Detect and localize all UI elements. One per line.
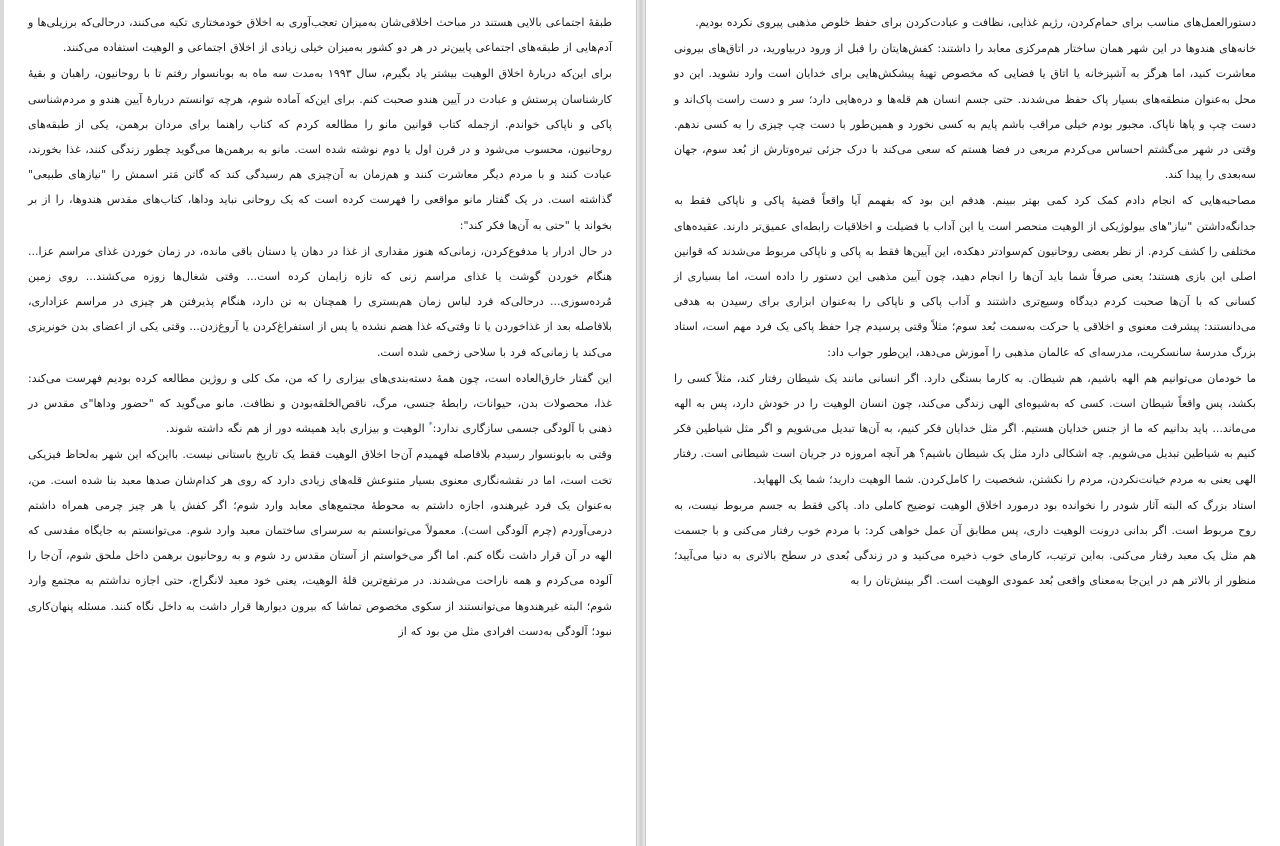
page-right [645, 0, 1280, 846]
right-paragraph-5: استاد بزرگ که البته آثار شودر را نخوانده بود درمورد اخلاق الوهیت توضیح کاملی داد. پاکی فقط به جسم مربوط نیست، به روح مربوط است. اگر بدانی درونت الوهیت داری، پس مطابق آن عمل خواهی کرد: با مردم خوب رفتار می‌کنی و با جسمت هم مثل یک معبد رفتار می‌کنی. به‌این ترتیب، کارمای خوب ذخیره می‌کنید و در زندگی بُعدی در سطح بالاتری به دنیا می‌آیید؛ منظور از بالاتر هم در این‌جا به‌معنای واقعی بُعد عمودی الوهیت است. اگر بینش‌تان را به [674, 498, 1256, 588]
left-paragraph-3: در حال ادرار یا مدفوع‌کردن، زمانی‌که هنوز مقداری از غذا در دهان یا دستان باقی مانده، در زمان خوردن غذای مراسم عزا... هنگام خوردن گوشت یا غذای مراسم زنی که تازه زایمان کرده است... وقتی شغال‌ها زوزه می‌کشند... روی زمین مُرده‌سوزی... درحالی‌که فرد لباس زمان هم‌بستری را همچنان به تن دارد، هنگام پذیرفتن هر چیزی در مراسم عزاداری، بلافاصله بعد از غذاخوردن یا تا وقتی‌که غذا هضم نشده یا پس از استفراغ‌کردن یا آروغ‌زدن... وقتی یکی از اعضای بدن خونریزی می‌کند یا زمانی‌که فرد با سلاحی زخمی شده است. [28, 244, 612, 359]
left-paragraph-1: طبقهٔ اجتماعی بالایی هستند در مباحث اخلاقی‌شان به‌میزان تعجب‌آوری به اخلاق خودمختاری تکیه می‌کنند، درحالی‌که برزیلی‌ها و آدم‌هایی از طبقه‌های اجتماعی پایین‌تر در هر دو کشور به‌میزان خیلی زیادی از اخلاق اجتماعی و الوهیت استفاده می‌کنند. [28, 16, 612, 55]
right-paragraph-3: مصاحبه‌هایی که انجام دادم کمک کرد کمی بهتر ببینم. هدفم این بود که بفهمم آیا واقعاً قضیهٔ پاکی و ناپاکی فقط به جدانگه‌داشتن "نیاز"های بیولوژیکی از الوهیت منحصر است یا این آداب با فضیلت و اخلاقیات رابطه‌ای عمیق‌تر دارند. عقیده‌های مختلفی را کشف کردم. از نظر بعضی روحانیون کم‌سوادتر دهکده، این آیین‌ها فقط به پاکی و ناپاکی مربوط می‌شدند که قوانین اصلی این بازی هستند؛ یعنی صرفاً شما باید آن‌ها را انجام دهید، چون آیین مذهبی این دستور را داده است، اما بسیاری از کسانی که با آن‌ها صحبت کردم دیدگاه وسیع‌تری داشتند و آداب پاکی و ناپاکی را به‌عنوان ابزاری برای رسیدن به هدفی می‌دانستند: پیشرفت معنوی و اخلاقی یا حرکت به‌سمت بُعد سوم؛ مثلاً وقتی پرسیدم چرا حفظ پاکی یک فرد مهم است، استاد بزرگ مدرسهٔ سانسکریت، مدرسه‌ای که عالمان مذهبی را آموزش می‌دهد، این‌طور جواب داد: [674, 194, 1256, 359]
left-paragraph-4-after: الوهیت و بیزاری باید همیشه دور از هم نگه داشته شوند. [165, 422, 429, 436]
left-paragraph-5: وقتی به بابونسوار رسیدم بلافاصله فهمیدم آن‌جا اخلاق الوهیت فقط یک تاریخ باستانی نیست. بااین‌که این شهر به‌لحاظ فیزیکی تخت است، اما در نقشه‌نگاری معنوی بسیار متنوعش قله‌های زیادی دارد که روی هر کدام‌شان صدها معبد بنا شده است. من، به‌عنوان یک فرد غیرهندو، اجازه داشتم به محوطهٔ مجتمع‌های معابد وارد شوم؛ اگر کفش یا هر چیز چرمی همراه داشتم درمی‌آوردم (چرم آلودگی است). معمولاً می‌توانستم به سرسرای ساختمان معبد وارد شوم. می‌توانستم به جایگاه مقدسی که الهه در آن قرار داشت نگاه کنم. اما اگر می‌خواستم از آستان مقدس رد شوم و به روحانیون برهمن داخل ملحق شوم، آن‌جا را آلوده می‌کردم و همه ناراحت می‌شدند. در مرتفع‌ترین قلهٔ الوهیت، یعنی خود معبد لانگراج، حتی اجازه نداشتم به مجتمع وارد شوم؛ البته غیرهندوها می‌توانستند از سکوی مخصوص تماشا که بیرون دیوارها قرار داشت به داخل نگاه کنند. مسئله پنهان‌کاری نبود؛ آلودگی به‌دست افرادی مثل من بود که از [28, 448, 612, 638]
left-paragraph-2: برای این‌که دربارهٔ اخلاق الوهیت بیشتر یاد بگیرم، سال ۱۹۹۳ به‌مدت سه ماه به بوبانسوار رفتم تا با روحانیون، راهبان و بقیهٔ کارشناسان پرستش و عبادت در آیین هندو صحبت کنم. برای این‌که آماده شوم، هرچه توانستم دربارهٔ آیین هندو و مردم‌شناسی پاکی و ناپاکی خواندم. ازجمله کتاب قوانین مانو را مطالعه کردم که کتاب راهنما برای مردان برهمن، یکی از طبقه‌های روحانیون، محسوب می‌شود و در قرن اول یا دوم نوشته شده است. مانو به برهمن‌ها می‌گوید چطور زندگی کنند، غذا بخورند، عبادت کنند و با مردم دیگر معاشرت کنند و هم‌زمان به آن‌چیزی هم رسیدگی کند که گاتن مَتر اسمش را "نیازهای طبیعی" گذاشته است. در یک گفتار مانو مواقعی را فهرست کرده است که یک روحانی نباید وداها، کتاب‌های مقدس هندوها، را از بر بخواند یا "حتی به آن‌ها فکر کند": [28, 67, 612, 232]
footnote-reference[interactable]: * [428, 420, 433, 430]
book-gutter [637, 0, 645, 846]
right-paragraph-2: خانه‌های هندوها در این شهر همان ساختار هم‌مرکزی معابد را داشتند: کفش‌هایتان را قبل از ورود دربیاورید، در اتاق‌های بیرونی معاشرت کنید، اما هرگز به آشپزخانه یا اتاق یا فضایی که مخصوص تهیهٔ پیشکش‌هایی برای خدایان است وارد نشوید. این دو محل به‌عنوان منطقه‌های بسیار پاک حفظ می‌شدند. حتی جسم انسان هم قله‌ها و دره‌هایی دارد؛ سر و دست راست پاک‌اند و دست چپ و پاها ناپاک. مجبور بودم خیلی مراقب باشم پایم به کسی نخورد و همین‌طور با دست چپ چیزی را به کسی ندهم. وقتی در شهر می‌گشتم احساس می‌کردم مربعی در فضا هستم که سعی می‌کند با درک جزئی تیره‌وتارش از بُعد سوم، جهان سه‌بعدی را پیدا کند. [674, 42, 1256, 182]
page-left [4, 0, 637, 846]
right-paragraph-1: دستورالعمل‌های مناسب برای حمام‌کردن، رژیم غذایی، نظافت و عبادت‌کردن برای حفظ خلوص مذهبی پیروی نکرده بودیم. [695, 16, 1256, 29]
left-paragraph-4 [28, 366, 612, 442]
left-paragraph-4-text: این گفتار خارق‌العاده است، چون همهٔ دسته‌بندی‌های بیزاری را که من، مک کلی و روژین مطالعه کرده بودیم فهرست می‌کند: غذا، محصولات بدن، حیوانات، رابطهٔ جنسی، مرگ، ناقص‌الخلقه‌بودن و نظافت. مانو می‌گوید که "حضور وداها"ی مقدس در ذهنی با آلودگی جسمی سازگاری ندارد: [28, 371, 612, 436]
right-paragraph-4: ما خودمان می‌توانیم هم الهه باشیم، هم شیطان. به کارما بستگی دارد. اگر انسانی مانند یک شیطان رفتار کند، مثلاً کسی را بکشد، پس واقعاً شیطان است. کسی که به‌شیوه‌ای الهی زندگی می‌کند، چون انسان الوهیت را در خودش دارد، پس به الهه می‌ماند... باید بدانیم که ما از جنس خدایان هستیم. اگر مثل خدایان فکر کنیم، به آن‌ها تبدیل می‌شویم و اگر مثل شیاطین فکر کنیم به شیاطین تبدیل می‌شویم. چه اشکالی دارد مثل یک شیطان باشیم؟ هر آنچه امروزه در جریان است شیطانی است. رفتار الهی یعنی به مردم خیانت‌نکردن، مردم را نکشتن، شخصیت را کامل‌کردن. شما الوهیت دارید؛ شما یک الههاید. [674, 371, 1256, 486]
